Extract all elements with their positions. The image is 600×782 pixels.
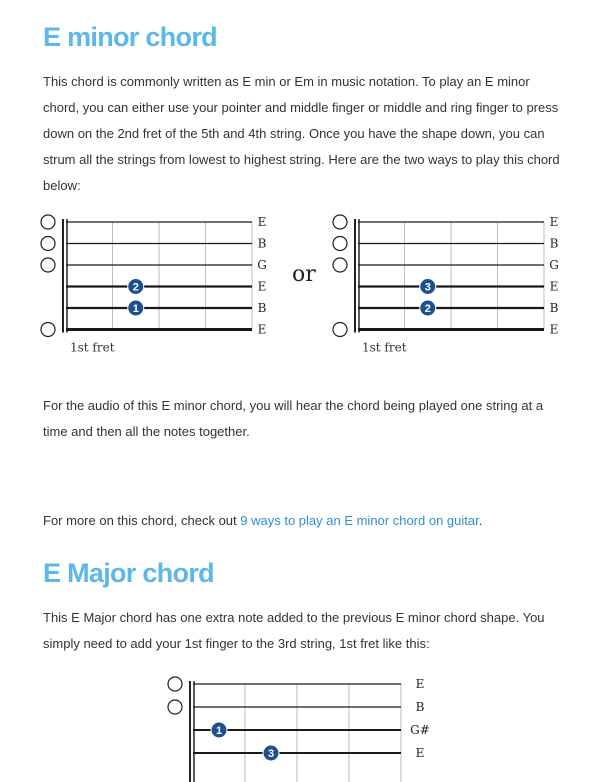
- section-title-e-major: E Major chord: [43, 558, 214, 588]
- string-label: E: [549, 279, 559, 294]
- string-label: E: [415, 677, 425, 691]
- string-label: B: [415, 700, 425, 714]
- open-string-marker: [333, 258, 347, 272]
- open-string-marker: [168, 700, 182, 714]
- open-string-marker: [41, 237, 55, 251]
- finger-number: 3: [424, 281, 431, 294]
- e-minor-more-text: [43, 508, 563, 534]
- string-label: E: [549, 322, 559, 337]
- string-label: B: [549, 236, 559, 251]
- open-string-marker: [41, 258, 55, 272]
- section-title-e-minor: E minor chord: [43, 22, 217, 52]
- finger-number: 1: [215, 725, 223, 737]
- or-separator: or: [292, 262, 316, 287]
- string-label: E: [415, 746, 425, 760]
- finger-number: 1: [132, 303, 139, 315]
- chord-diagram-em-fingering-2: [322, 208, 582, 358]
- string-label: E: [257, 279, 267, 294]
- fret-label: 1st fret: [70, 340, 115, 355]
- finger-number: 3: [267, 748, 275, 760]
- fret-label: 1st fret: [362, 340, 407, 355]
- e-minor-intro: This chord is commonly written as E min or Em in music notation. To play an E minor chord, you can either use your pointer and middle finger or middle and ring finger to press down on the 2nd fret of the 5th and 4th string. Once you have the shape down, you can strum all the strings from lowest to highest string. Here are the two ways to play this chord below:: [43, 74, 560, 193]
- open-string-marker: [168, 677, 182, 691]
- finger-number: 2: [132, 281, 139, 294]
- chord-diagram-e-major: [165, 672, 465, 782]
- string-label: B: [257, 236, 267, 251]
- string-label: B: [549, 301, 559, 315]
- finger-number: 2: [424, 303, 431, 315]
- e-minor-ways-link[interactable]: 9 ways to play an E minor chord on guitar: [240, 513, 479, 528]
- string-label: E: [257, 215, 267, 229]
- open-string-marker: [41, 323, 55, 337]
- string-label: E: [549, 215, 559, 229]
- string-label: E: [257, 322, 267, 337]
- open-string-marker: [41, 215, 55, 229]
- string-label: G: [257, 258, 267, 272]
- open-string-marker: [333, 215, 347, 229]
- open-string-marker: [333, 323, 347, 337]
- string-label: G: [549, 258, 559, 272]
- e-minor-audio-text: For the audio of this E minor chord, you will hear the chord being played one string at a time and then all the notes together.: [43, 398, 544, 439]
- chord-diagram-em-fingering-1: [30, 208, 290, 358]
- string-label: G#: [410, 723, 430, 737]
- string-label: B: [257, 301, 267, 315]
- more-text-suffix: .: [478, 513, 483, 528]
- e-major-intro: This E Major chord has one extra note added to the previous E minor chord shape. You simply need to add your 1st finger to the 3rd string, 1st fret like this:: [43, 610, 545, 651]
- open-string-marker: [333, 237, 347, 251]
- more-text-prefix: For more on this chord, check out: [43, 513, 241, 528]
